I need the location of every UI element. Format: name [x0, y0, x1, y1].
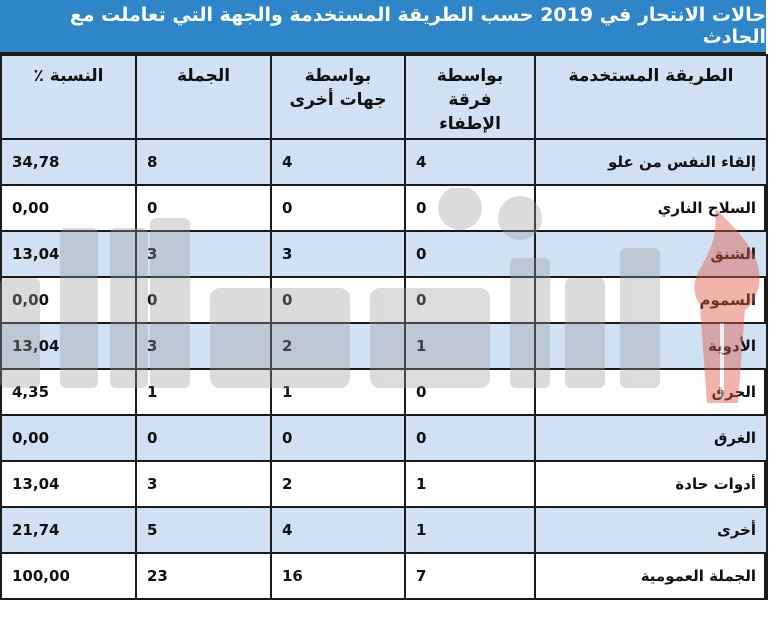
header-other-parties: بواسطة جهات أخرى — [271, 55, 405, 139]
cell-fire-brigade: 1 — [405, 507, 535, 553]
table-row — [1, 185, 767, 231]
cell-percent: 0,00 — [1, 277, 136, 323]
cell-other-parties: 2 — [271, 323, 405, 369]
cell-other-parties: 2 — [271, 461, 405, 507]
header-fire-brigade: بواسطة فرقة الإطفاء — [405, 55, 535, 139]
cell-percent: 21,74 — [1, 507, 136, 553]
cell-total: 1 — [136, 369, 271, 415]
cell-percent: 34,78 — [1, 139, 136, 185]
cell-fire-brigade: 0 — [405, 231, 535, 277]
header-method: الطريقة المستخدمة — [535, 55, 767, 139]
cell-method: الأدوية — [535, 323, 767, 369]
cell-other-parties: 3 — [271, 231, 405, 277]
cell-percent: 13,04 — [1, 461, 136, 507]
table-row — [1, 323, 767, 369]
cell-percent: 0,00 — [1, 185, 136, 231]
cell-fire-brigade: 1 — [405, 323, 535, 369]
cell-total: 3 — [136, 231, 271, 277]
header-percent: النسبة ٪ — [1, 55, 136, 139]
table-body — [1, 139, 767, 599]
cell-total: 23 — [136, 553, 271, 599]
table-title — [0, 0, 766, 54]
table-row — [1, 277, 767, 323]
cell-method: إلقاء النفس من علو — [535, 139, 767, 185]
cell-fire-brigade: 0 — [405, 369, 535, 415]
cell-percent: 4,35 — [1, 369, 136, 415]
cell-percent: 13,04 — [1, 231, 136, 277]
grand-total-row — [1, 553, 767, 599]
cell-total: 0 — [136, 277, 271, 323]
cell-other-parties: 1 — [271, 369, 405, 415]
cell-method: السلاح الناري — [535, 185, 767, 231]
cell-percent: 0,00 — [1, 415, 136, 461]
cell-method: الشنق — [535, 231, 767, 277]
cell-other-parties: 0 — [271, 277, 405, 323]
cell-method: الجملة العمومية — [535, 553, 767, 599]
header-total: الجملة — [136, 55, 271, 139]
cell-other-parties: 0 — [271, 415, 405, 461]
table-row — [1, 415, 767, 461]
cell-total: 5 — [136, 507, 271, 553]
cell-other-parties: 16 — [271, 553, 405, 599]
cell-total: 0 — [136, 185, 271, 231]
cell-total: 3 — [136, 461, 271, 507]
table-row — [1, 231, 767, 277]
cell-method: الحرق — [535, 369, 767, 415]
table-row — [1, 369, 767, 415]
cell-other-parties: 0 — [271, 185, 405, 231]
cell-method: الغرق — [535, 415, 767, 461]
cell-method: أدوات حادة — [535, 461, 767, 507]
cell-other-parties: 4 — [271, 139, 405, 185]
suicide-cases-table — [0, 54, 768, 600]
table-row — [1, 461, 767, 507]
cell-fire-brigade: 0 — [405, 277, 535, 323]
cell-total: 8 — [136, 139, 271, 185]
cell-fire-brigade: 7 — [405, 553, 535, 599]
cell-other-parties: 4 — [271, 507, 405, 553]
cell-percent: 13,04 — [1, 323, 136, 369]
table-row — [1, 139, 767, 185]
table-title-text: حالات الانتحار في 2019 حسب الطريقة المستخدمة والجهة التي تعاملت مع الحادث — [69, 4, 766, 48]
cell-method: أخرى — [535, 507, 767, 553]
cell-percent: 100,00 — [1, 553, 136, 599]
header-row — [1, 55, 767, 139]
cell-total: 0 — [136, 415, 271, 461]
cell-fire-brigade: 0 — [405, 415, 535, 461]
table-row — [1, 507, 767, 553]
cell-total: 3 — [136, 323, 271, 369]
cell-fire-brigade: 1 — [405, 461, 535, 507]
cell-method: السموم — [535, 277, 767, 323]
cell-fire-brigade: 4 — [405, 139, 535, 185]
cell-fire-brigade: 0 — [405, 185, 535, 231]
